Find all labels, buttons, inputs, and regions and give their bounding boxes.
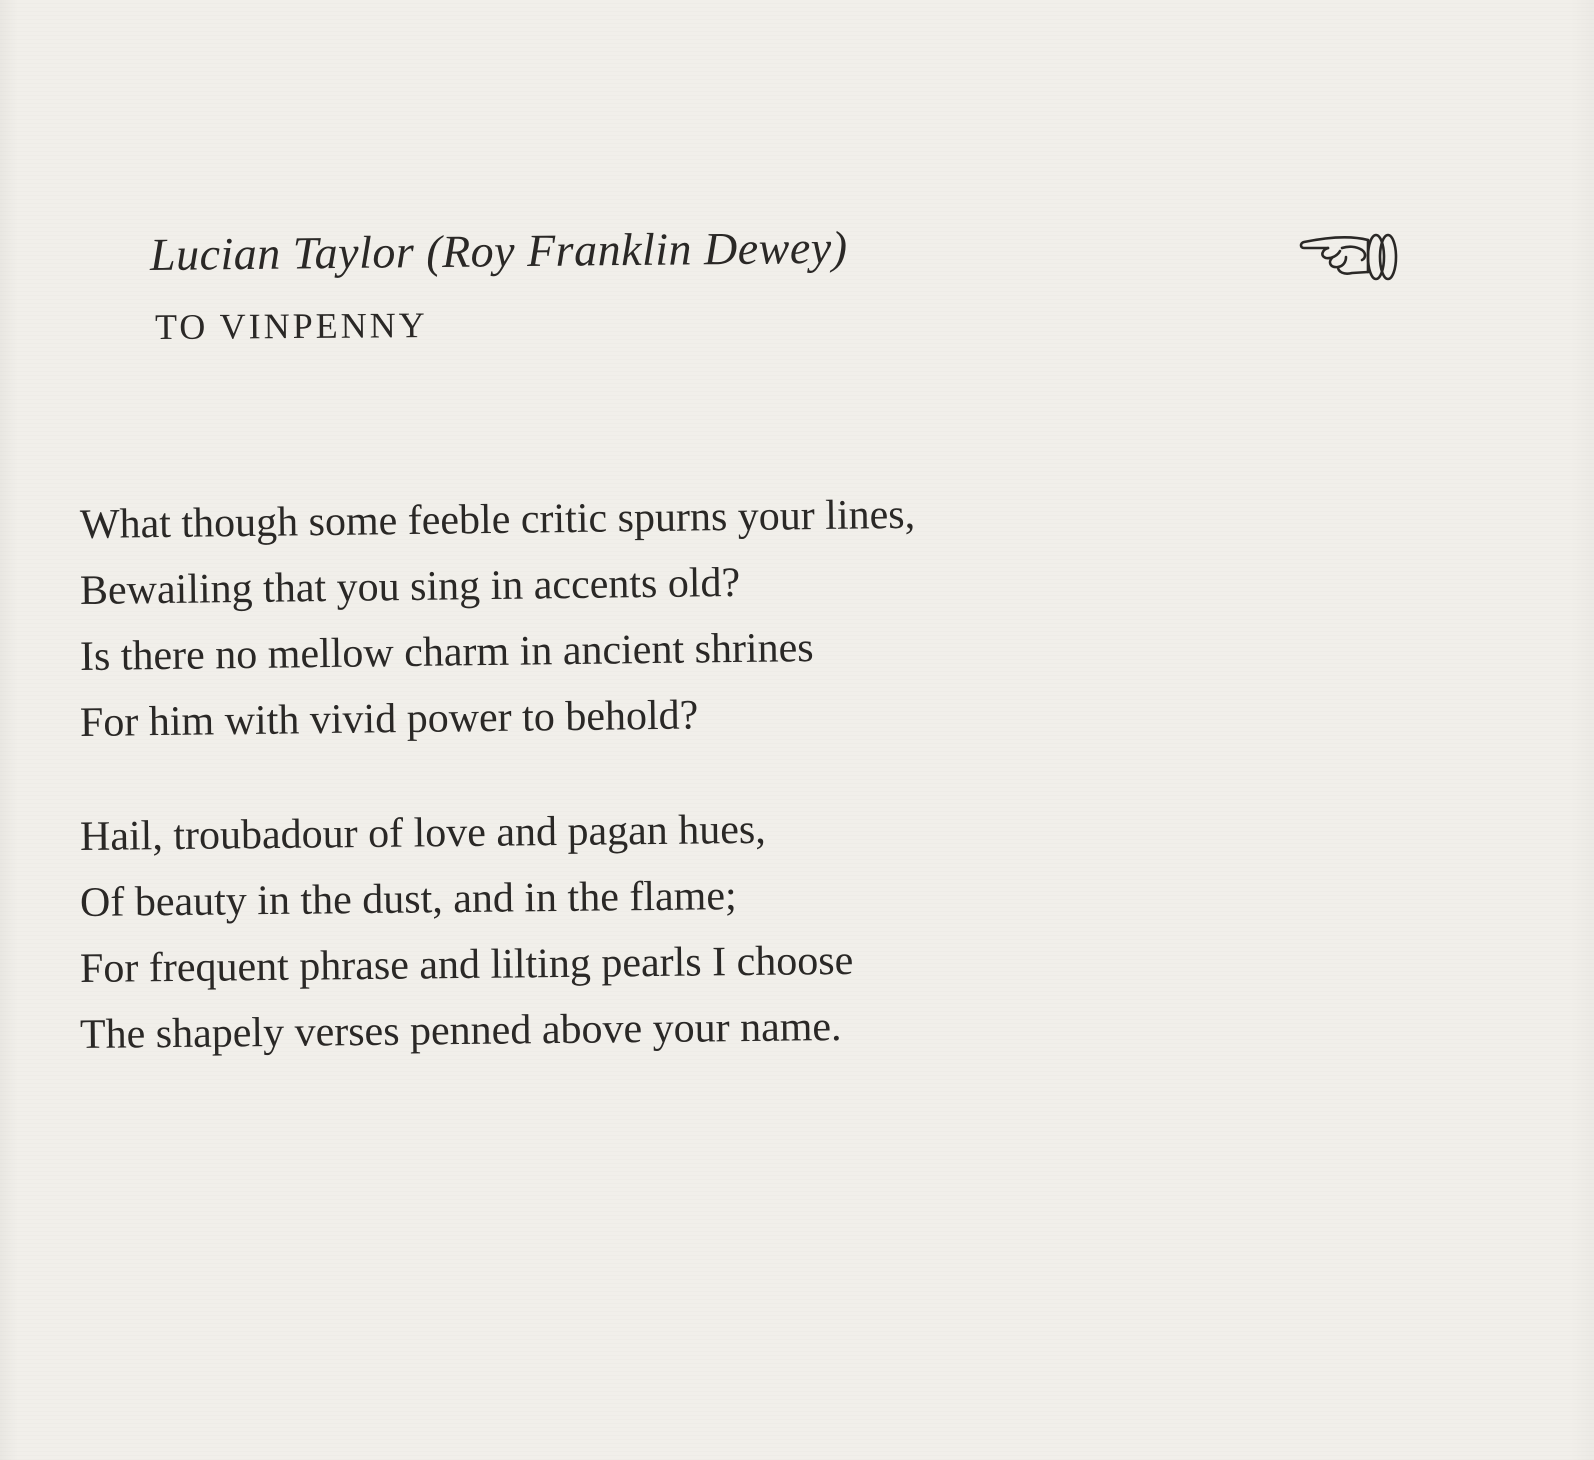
stanza-2 xyxy=(80,804,1180,1068)
poem-line: Bewailing that you sing in accents old? xyxy=(79,559,741,614)
poem-line: For frequent phrase and lilting pearls I choose xyxy=(79,937,854,992)
author-heading: Lucian Taylor (Roy Franklin Dewey) xyxy=(149,221,848,280)
poem-line: Of beauty in the dust, and in the flame; xyxy=(79,873,737,926)
poem-title: TO VINPENNY xyxy=(154,305,428,347)
poem-line: What though some feeble critic spurns your lines, xyxy=(79,491,916,548)
stanza-1 xyxy=(80,492,1180,756)
poem-line: For him with vivid power to behold? xyxy=(79,692,699,746)
poem-line: Hail, troubadour of love and pagan hues, xyxy=(79,806,767,860)
poem-line: The shapely verses penned above your name. xyxy=(79,1004,842,1058)
poem-body xyxy=(80,492,1180,1116)
poem-line: Is there no mellow charm in ancient shrines xyxy=(79,625,814,680)
pointing-hand-icon xyxy=(1298,224,1408,288)
